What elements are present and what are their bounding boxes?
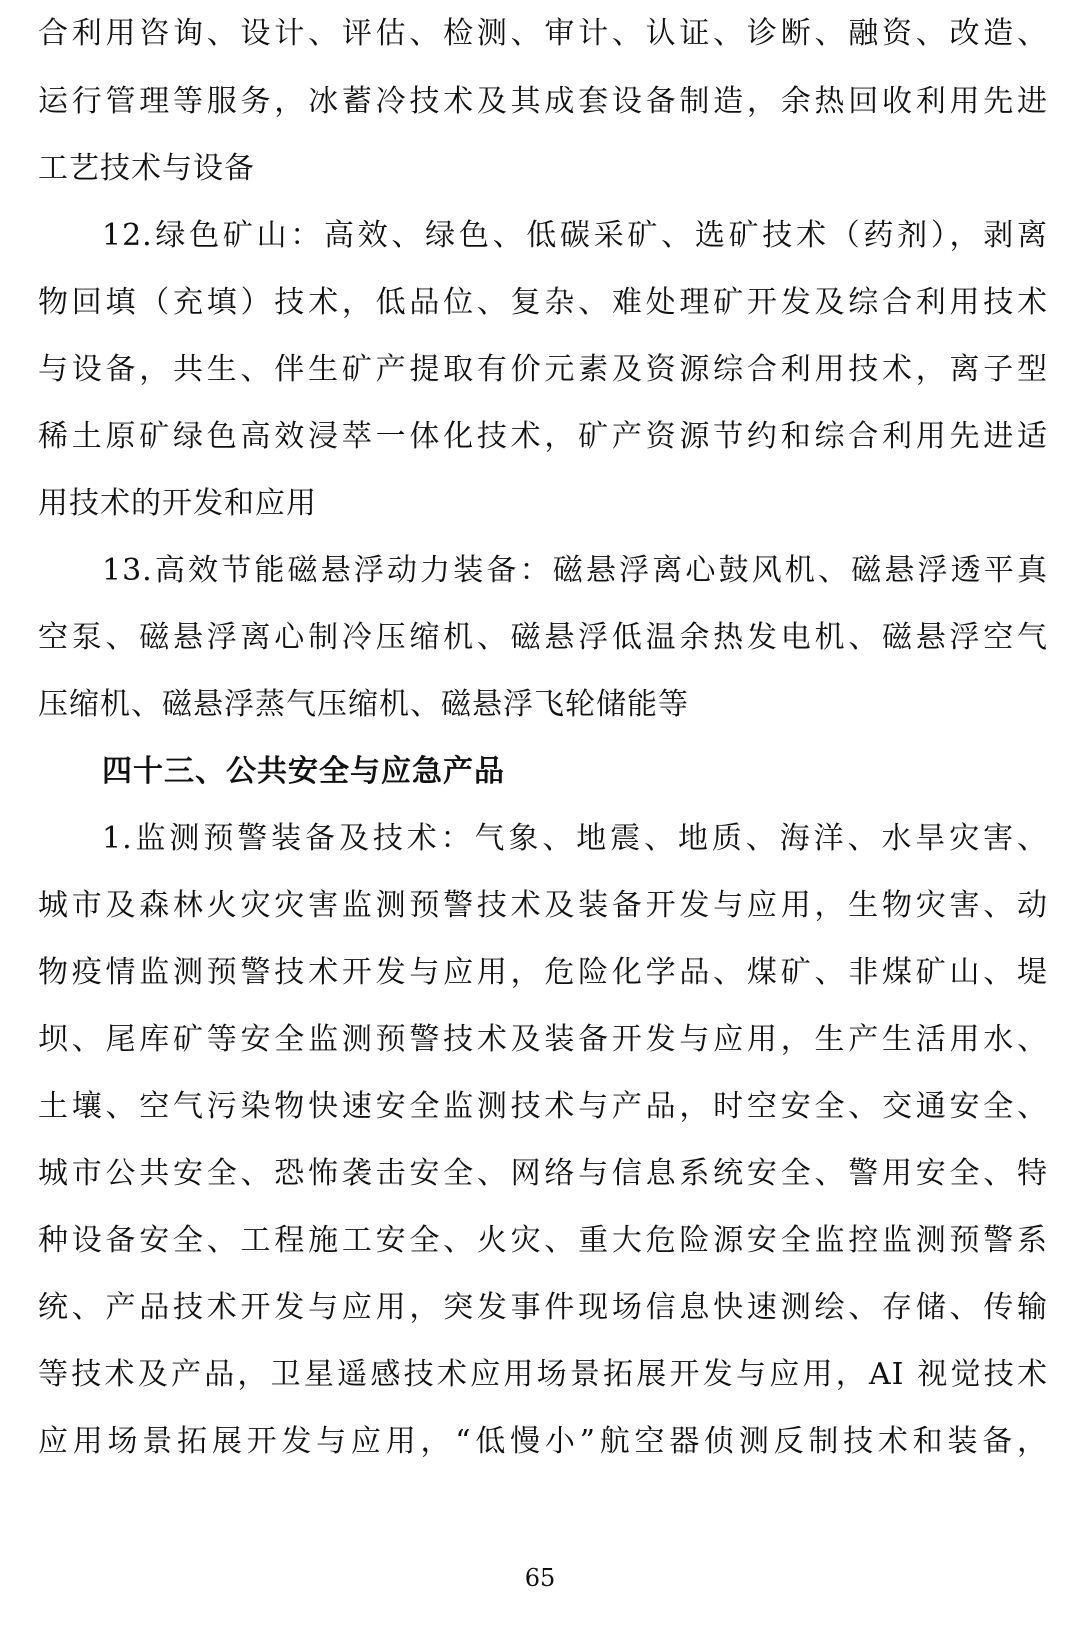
text-line-8: 用技术的开发和应用 [38,486,317,521]
text-line-20: 统、产品技术开发与应用，突发事件现场信息快速测绘、存储、传输 [38,1290,1048,1325]
text-line-1: 合利用咨询、设计、评估、检测、审计、认证、诊断、融资、改造、 [38,16,1048,51]
text-line-5: 物回填（充填）技术，低品位、复杂、难处理矿开发及综合利用技术 [38,285,1048,320]
text-line-6: 与设备，共生、伴生矿产提取有价元素及资源综合利用技术，离子型 [38,352,1048,387]
item-13-first-line: 13.高效节能磁悬浮动力装备：磁悬浮离心鼓风机、磁悬浮透平真 [102,553,1048,588]
text-line-14: 城市及森林火灾灾害监测预警技术及装备开发与应用，生物灾害、动 [38,888,1048,923]
text-line-22: 应用场景拓展开发与应用，“低慢小”航空器侦测反制技术和装备， [38,1424,1048,1459]
section-heading: 四十三、公共安全与应急产品 [102,754,505,789]
text-line-10: 空泵、磁悬浮离心制冷压缩机、磁悬浮低温余热发电机、磁悬浮空气 [38,620,1048,655]
text-line-18: 城市公共安全、恐怖袭击安全、网络与信息系统安全、警用安全、特 [38,1156,1048,1191]
text-line-16: 坝、尾库矿等安全监测预警技术及装备开发与应用，生产生活用水、 [38,1022,1048,1057]
item-12-first-line: 12.绿色矿山：高效、绿色、低碳采矿、选矿技术（药剂），剥离 [102,218,1048,253]
text-line-19: 种设备安全、工程施工安全、火灾、重大危险源安全监控监测预警系 [38,1223,1048,1258]
text-line-15: 物疫情监测预警技术开发与应用，危险化学品、煤矿、非煤矿山、堤 [38,955,1048,990]
text-line-21: 等技术及产品，卫星遥感技术应用场景拓展开发与应用，AI 视觉技术 [38,1357,1048,1392]
text-line-17: 土壤、空气污染物快速安全监测技术与产品，时空安全、交通安全、 [38,1089,1048,1124]
text-line-3: 工艺技术与设备 [38,151,255,186]
page-number: 65 [524,1564,556,1592]
text-line-7: 稀土原矿绿色高效浸萃一体化技术，矿产资源节约和综合利用先进适 [38,419,1048,454]
text-line-2: 运行管理等服务，冰蓄冷技术及其成套设备制造，余热回收利用先进 [38,84,1048,119]
item-1-first-line: 1.监测预警装备及技术：气象、地震、地质、海洋、水旱灾害、 [102,821,1048,856]
text-line-11: 压缩机、磁悬浮蒸气压缩机、磁悬浮飞轮储能等 [38,687,689,722]
